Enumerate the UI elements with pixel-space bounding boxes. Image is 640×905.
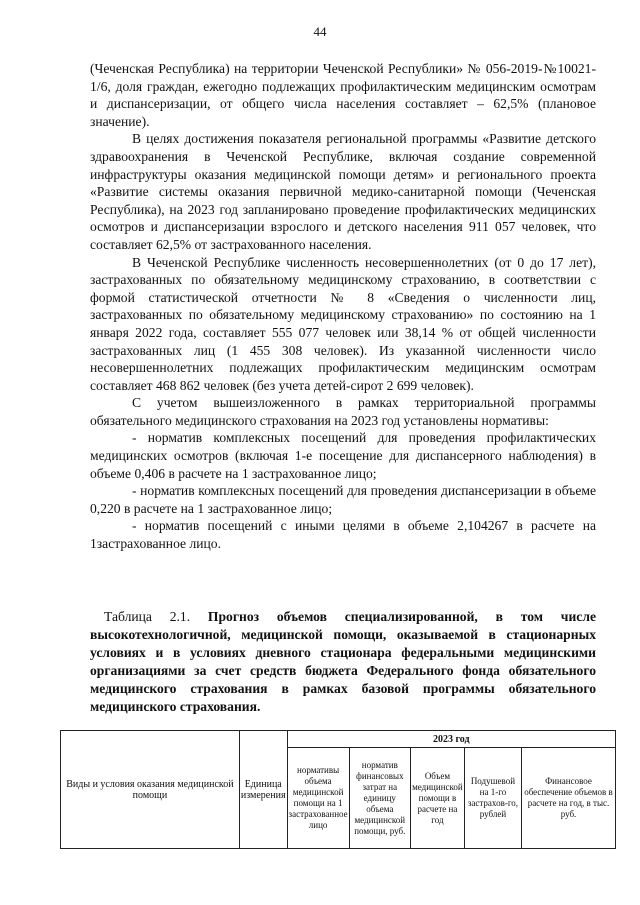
- list-item: - норматив посещений с иными целями в объеме 2,104267 в расчете на 1застрахованное лицо.: [90, 518, 596, 552]
- header-unit: Единица измерения: [239, 731, 287, 849]
- paragraph: В Чеченской Республике численность несовершеннолетних (от 0 до 17 лет), застрахованных по обязательному медицинскому страхованию, в соответствии с формой статистической отчетности № 8 «Сведения о численности лиц, застрахованных по обязательному медицинскому страхованию» по состоянию на 1 января 2022 года, составляет 555 077 человек или 38,14 % от общей численности застрахованных лиц (1 455 308 человек). Из указанной численности число несовершеннолетних подлежащих профилактическим медицинским осмотрам составляет 468 862 человек (без учета детей-сирот 2 699 человек).: [90, 254, 596, 393]
- page-number: 44: [313, 24, 327, 39]
- paragraph: (Чеченская Республика) на территории Чеченской Республики» № 056-2019-№10021-1/6, доля граждан, ежегодно подлежащих профилактическим медицинским осмотрам и диспансеризации, от общего числа населения составляет – 62,5% (плановое значение).: [90, 61, 596, 129]
- body-text: [90, 60, 596, 553]
- table-label: Таблица 2.1.: [104, 609, 191, 624]
- forecast-table: [60, 730, 616, 849]
- header-financing: Финансовое обеспечение объемов в расчете на год, в тыс. руб.: [521, 748, 615, 849]
- paragraph: С учетом вышеизложенного в рамках территориальной программы обязательного медицинского страхования на 2023 год установлены нормативы:: [90, 395, 596, 428]
- header-year: 2023 год: [287, 731, 615, 748]
- list-item: - норматив комплексных посещений для проведения профилактических медицинских осмотров (включая 1-е посещение для диспансерного наблюдения) в объеме 0,406 в расчете на 1 застрахованное лицо;: [90, 430, 596, 481]
- paragraph: В целях достижения показателя региональной программы «Развитие детского здравоохранения в Чеченской Республике, включая создание современной инфраструктуры оказания медицинской помощи детям» и регионального проекта «Развитие системы оказания первичной медико-санитарной помощи (Чеченская Республика), на 2023 год запланировано проведение профилактических медицинских осмотров и диспансеризации взрослого и детского населения 911 057 человек, что составляет 62,5% от застрахованного населения.: [90, 131, 596, 252]
- table-title: Прогноз объемов специализированной, в том числе высокотехнологичной, медицинской помощи, оказываемой в стационарных условиях и в условиях дневного стационара федеральными медицинскими организациями за счет средств бюджета Федерального фонда обязательного медицинского страхования в рамках базовой программы обязательного медицинского страхования.: [90, 609, 596, 714]
- list-item: - норматив комплексных посещений для проведения диспансеризации в объеме 0,220 в расчете на 1 застрахованное лицо;: [90, 483, 596, 516]
- header-volume-norm: нормативы объема медицинской помощи на 1 застрахованное лицо: [287, 748, 349, 849]
- header-cost-norm: норматив финансовых затрат на единицу объема медицинской помощи, руб.: [349, 748, 410, 849]
- header-type: Виды и условия оказания медицинской помощи: [61, 731, 240, 849]
- header-volume-year: Объем медицинской помощи в расчете на год: [410, 748, 464, 849]
- table-caption: [90, 608, 596, 716]
- header-per-capita: Подушевой на 1-го застрахов-го, рублей: [464, 748, 521, 849]
